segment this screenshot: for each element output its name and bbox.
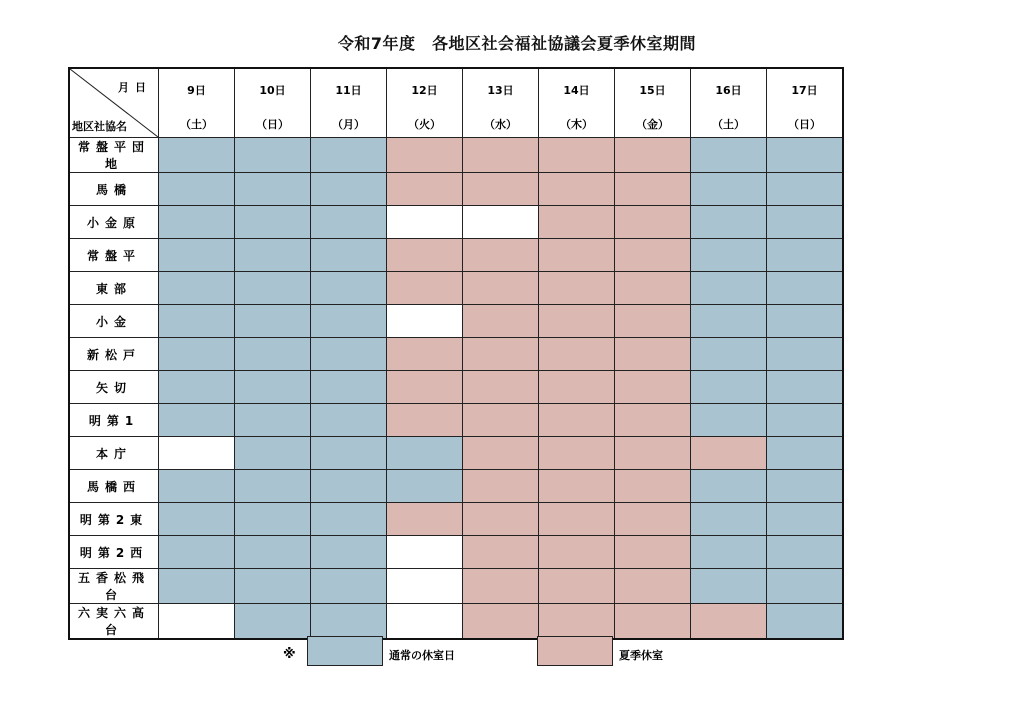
day-header xyxy=(767,68,844,138)
day-weekday: （日） xyxy=(256,118,289,131)
schedule-cell xyxy=(767,604,844,640)
schedule-cell xyxy=(311,404,387,437)
day-header xyxy=(539,68,615,138)
area-name: 矢切 xyxy=(69,371,159,404)
table-row xyxy=(69,437,843,470)
schedule-cell xyxy=(691,569,767,604)
day-date: 15日 xyxy=(639,84,666,97)
schedule-cell xyxy=(463,569,539,604)
schedule-cell xyxy=(615,138,691,173)
schedule-cell xyxy=(691,173,767,206)
schedule-cell xyxy=(463,503,539,536)
schedule-cell xyxy=(387,206,463,239)
schedule-cell xyxy=(311,338,387,371)
schedule-cell xyxy=(463,470,539,503)
table-row xyxy=(69,371,843,404)
schedule-cell xyxy=(235,173,311,206)
schedule-cell xyxy=(387,305,463,338)
schedule-cell xyxy=(539,371,615,404)
schedule-cell xyxy=(691,536,767,569)
schedule-cell xyxy=(539,272,615,305)
day-weekday: （木） xyxy=(560,118,593,131)
schedule-cell xyxy=(311,206,387,239)
schedule-cell xyxy=(615,404,691,437)
schedule-cell xyxy=(159,173,235,206)
day-weekday: （土） xyxy=(712,118,745,131)
schedule-cell xyxy=(387,503,463,536)
schedule-cell xyxy=(615,569,691,604)
schedule-cell xyxy=(159,272,235,305)
schedule-cell xyxy=(159,305,235,338)
schedule-cell xyxy=(235,371,311,404)
corner-top-label: 月日 xyxy=(118,81,152,94)
table-row xyxy=(69,173,843,206)
schedule-cell xyxy=(767,239,844,272)
schedule-cell xyxy=(615,338,691,371)
schedule-cell xyxy=(767,437,844,470)
schedule-cell xyxy=(615,173,691,206)
area-name: 明第1 xyxy=(69,404,159,437)
table-row xyxy=(69,470,843,503)
schedule-cell xyxy=(463,604,539,640)
schedule-cell xyxy=(311,173,387,206)
schedule-cell xyxy=(539,305,615,338)
day-date: 16日 xyxy=(715,84,742,97)
schedule-cell xyxy=(539,138,615,173)
schedule-cell xyxy=(767,305,844,338)
day-header xyxy=(615,68,691,138)
day-header xyxy=(235,68,311,138)
area-name: 五香松飛台 xyxy=(69,569,159,604)
day-date: 17日 xyxy=(791,84,818,97)
schedule-cell xyxy=(539,604,615,640)
schedule-cell xyxy=(387,536,463,569)
schedule-cell xyxy=(767,272,844,305)
area-name: 明第2西 xyxy=(69,536,159,569)
schedule-cell xyxy=(767,206,844,239)
schedule-cell xyxy=(691,371,767,404)
area-name: 六実六高台 xyxy=(69,604,159,640)
schedule-cell xyxy=(311,470,387,503)
schedule-cell xyxy=(691,470,767,503)
schedule-cell xyxy=(311,604,387,640)
day-header xyxy=(691,68,767,138)
table-row xyxy=(69,239,843,272)
schedule-cell xyxy=(235,272,311,305)
area-name: 馬橋 xyxy=(69,173,159,206)
table-row xyxy=(69,272,843,305)
schedule-cell xyxy=(463,173,539,206)
day-weekday: （水） xyxy=(484,118,517,131)
area-name: 常盤平 xyxy=(69,239,159,272)
schedule-cell xyxy=(159,206,235,239)
day-date: 9日 xyxy=(187,84,206,97)
schedule-cell xyxy=(235,470,311,503)
day-date: 14日 xyxy=(563,84,590,97)
schedule-cell xyxy=(539,338,615,371)
schedule-cell xyxy=(691,604,767,640)
schedule-cell xyxy=(159,604,235,640)
table-row xyxy=(69,338,843,371)
day-weekday: （日） xyxy=(788,118,821,131)
schedule-cell xyxy=(159,536,235,569)
schedule-cell xyxy=(463,138,539,173)
legend-regular-label: 通常の休室日 xyxy=(389,649,455,662)
schedule-cell xyxy=(691,437,767,470)
schedule-cell xyxy=(311,569,387,604)
schedule-cell xyxy=(615,536,691,569)
area-name: 小金 xyxy=(69,305,159,338)
schedule-cell xyxy=(615,371,691,404)
schedule-table xyxy=(68,67,844,640)
area-name: 明第2東 xyxy=(69,503,159,536)
schedule-body xyxy=(69,138,843,640)
schedule-cell xyxy=(311,305,387,338)
schedule-cell xyxy=(387,338,463,371)
schedule-cell xyxy=(767,371,844,404)
day-header xyxy=(387,68,463,138)
schedule-cell xyxy=(235,239,311,272)
schedule-cell xyxy=(615,206,691,239)
area-name: 新松戸 xyxy=(69,338,159,371)
schedule-cell xyxy=(311,138,387,173)
schedule-cell xyxy=(159,437,235,470)
schedule-cell xyxy=(539,437,615,470)
corner-header xyxy=(69,68,159,138)
schedule-cell xyxy=(159,404,235,437)
schedule-cell xyxy=(539,173,615,206)
schedule-cell xyxy=(539,503,615,536)
schedule-cell xyxy=(691,503,767,536)
table-row xyxy=(69,604,843,640)
schedule-cell xyxy=(235,604,311,640)
day-date: 11日 xyxy=(335,84,362,97)
day-weekday: （火） xyxy=(408,118,441,131)
schedule-cell xyxy=(311,536,387,569)
schedule-cell xyxy=(387,371,463,404)
schedule-cell xyxy=(539,536,615,569)
table-row xyxy=(69,536,843,569)
legend-summer-swatch xyxy=(537,636,613,666)
schedule-cell xyxy=(311,239,387,272)
schedule-cell xyxy=(235,206,311,239)
schedule-cell xyxy=(767,569,844,604)
schedule-cell xyxy=(767,404,844,437)
schedule-cell xyxy=(539,206,615,239)
schedule-cell xyxy=(615,437,691,470)
schedule-cell xyxy=(767,138,844,173)
schedule-cell xyxy=(691,206,767,239)
schedule-cell xyxy=(463,206,539,239)
table-row xyxy=(69,138,843,173)
schedule-cell xyxy=(691,404,767,437)
area-name: 馬橋西 xyxy=(69,470,159,503)
schedule-cell xyxy=(159,470,235,503)
schedule-cell xyxy=(463,239,539,272)
schedule-cell xyxy=(767,338,844,371)
schedule-cell xyxy=(463,404,539,437)
schedule-cell xyxy=(311,272,387,305)
schedule-cell xyxy=(159,503,235,536)
schedule-cell xyxy=(387,470,463,503)
schedule-cell xyxy=(311,371,387,404)
schedule-cell xyxy=(615,503,691,536)
schedule-cell xyxy=(691,272,767,305)
schedule-cell xyxy=(615,239,691,272)
day-weekday: （月） xyxy=(332,118,365,131)
schedule-cell xyxy=(387,404,463,437)
schedule-cell xyxy=(767,470,844,503)
legend-summer-label: 夏季休室 xyxy=(619,649,663,662)
day-weekday: （金） xyxy=(636,118,669,131)
day-date: 10日 xyxy=(259,84,286,97)
corner-bottom-label: 地区社協名 xyxy=(72,120,127,133)
table-row xyxy=(69,503,843,536)
schedule-cell xyxy=(387,272,463,305)
schedule-cell xyxy=(767,503,844,536)
day-date: 12日 xyxy=(411,84,438,97)
schedule-cell xyxy=(463,536,539,569)
schedule-cell xyxy=(387,239,463,272)
day-weekday: （土） xyxy=(180,118,213,131)
schedule-cell xyxy=(691,305,767,338)
schedule-cell xyxy=(235,536,311,569)
table-row xyxy=(69,404,843,437)
schedule-cell xyxy=(615,272,691,305)
header-row xyxy=(69,68,843,138)
schedule-cell xyxy=(387,138,463,173)
area-name: 本庁 xyxy=(69,437,159,470)
schedule-cell xyxy=(615,470,691,503)
schedule-cell xyxy=(539,470,615,503)
schedule-cell xyxy=(235,338,311,371)
schedule-cell xyxy=(539,404,615,437)
schedule-cell xyxy=(159,371,235,404)
schedule-cell xyxy=(311,437,387,470)
area-name: 東部 xyxy=(69,272,159,305)
schedule-cell xyxy=(235,404,311,437)
schedule-cell xyxy=(159,239,235,272)
schedule-cell xyxy=(387,437,463,470)
schedule-cell xyxy=(387,569,463,604)
day-date: 13日 xyxy=(487,84,514,97)
schedule-cell xyxy=(463,305,539,338)
schedule-cell xyxy=(463,371,539,404)
page-title: 令和7年度 各地区社会福祉協議会夏季休室期間 xyxy=(337,34,697,53)
schedule-cell xyxy=(235,569,311,604)
area-name: 小金原 xyxy=(69,206,159,239)
schedule-cell xyxy=(463,272,539,305)
schedule-cell xyxy=(235,437,311,470)
schedule-cell xyxy=(539,569,615,604)
schedule-cell xyxy=(767,173,844,206)
schedule-cell xyxy=(235,305,311,338)
schedule-cell xyxy=(691,338,767,371)
schedule-cell xyxy=(615,604,691,640)
schedule-cell xyxy=(311,503,387,536)
schedule-cell xyxy=(235,138,311,173)
schedule-cell xyxy=(691,239,767,272)
schedule-cell xyxy=(767,536,844,569)
table-row xyxy=(69,569,843,604)
schedule-cell xyxy=(615,305,691,338)
schedule-cell xyxy=(539,239,615,272)
schedule-cell xyxy=(463,437,539,470)
schedule-cell xyxy=(691,138,767,173)
schedule-cell xyxy=(463,338,539,371)
day-header xyxy=(159,68,235,138)
day-header xyxy=(463,68,539,138)
schedule-cell xyxy=(387,604,463,640)
table-row xyxy=(69,206,843,239)
schedule-cell xyxy=(159,569,235,604)
day-header xyxy=(311,68,387,138)
schedule-cell xyxy=(159,338,235,371)
legend-regular-swatch xyxy=(307,636,383,666)
schedule-cell xyxy=(159,138,235,173)
schedule-cell xyxy=(387,173,463,206)
area-name: 常盤平団地 xyxy=(69,138,159,173)
table-row xyxy=(69,305,843,338)
schedule-cell xyxy=(235,503,311,536)
legend-mark: ※ xyxy=(283,647,296,662)
